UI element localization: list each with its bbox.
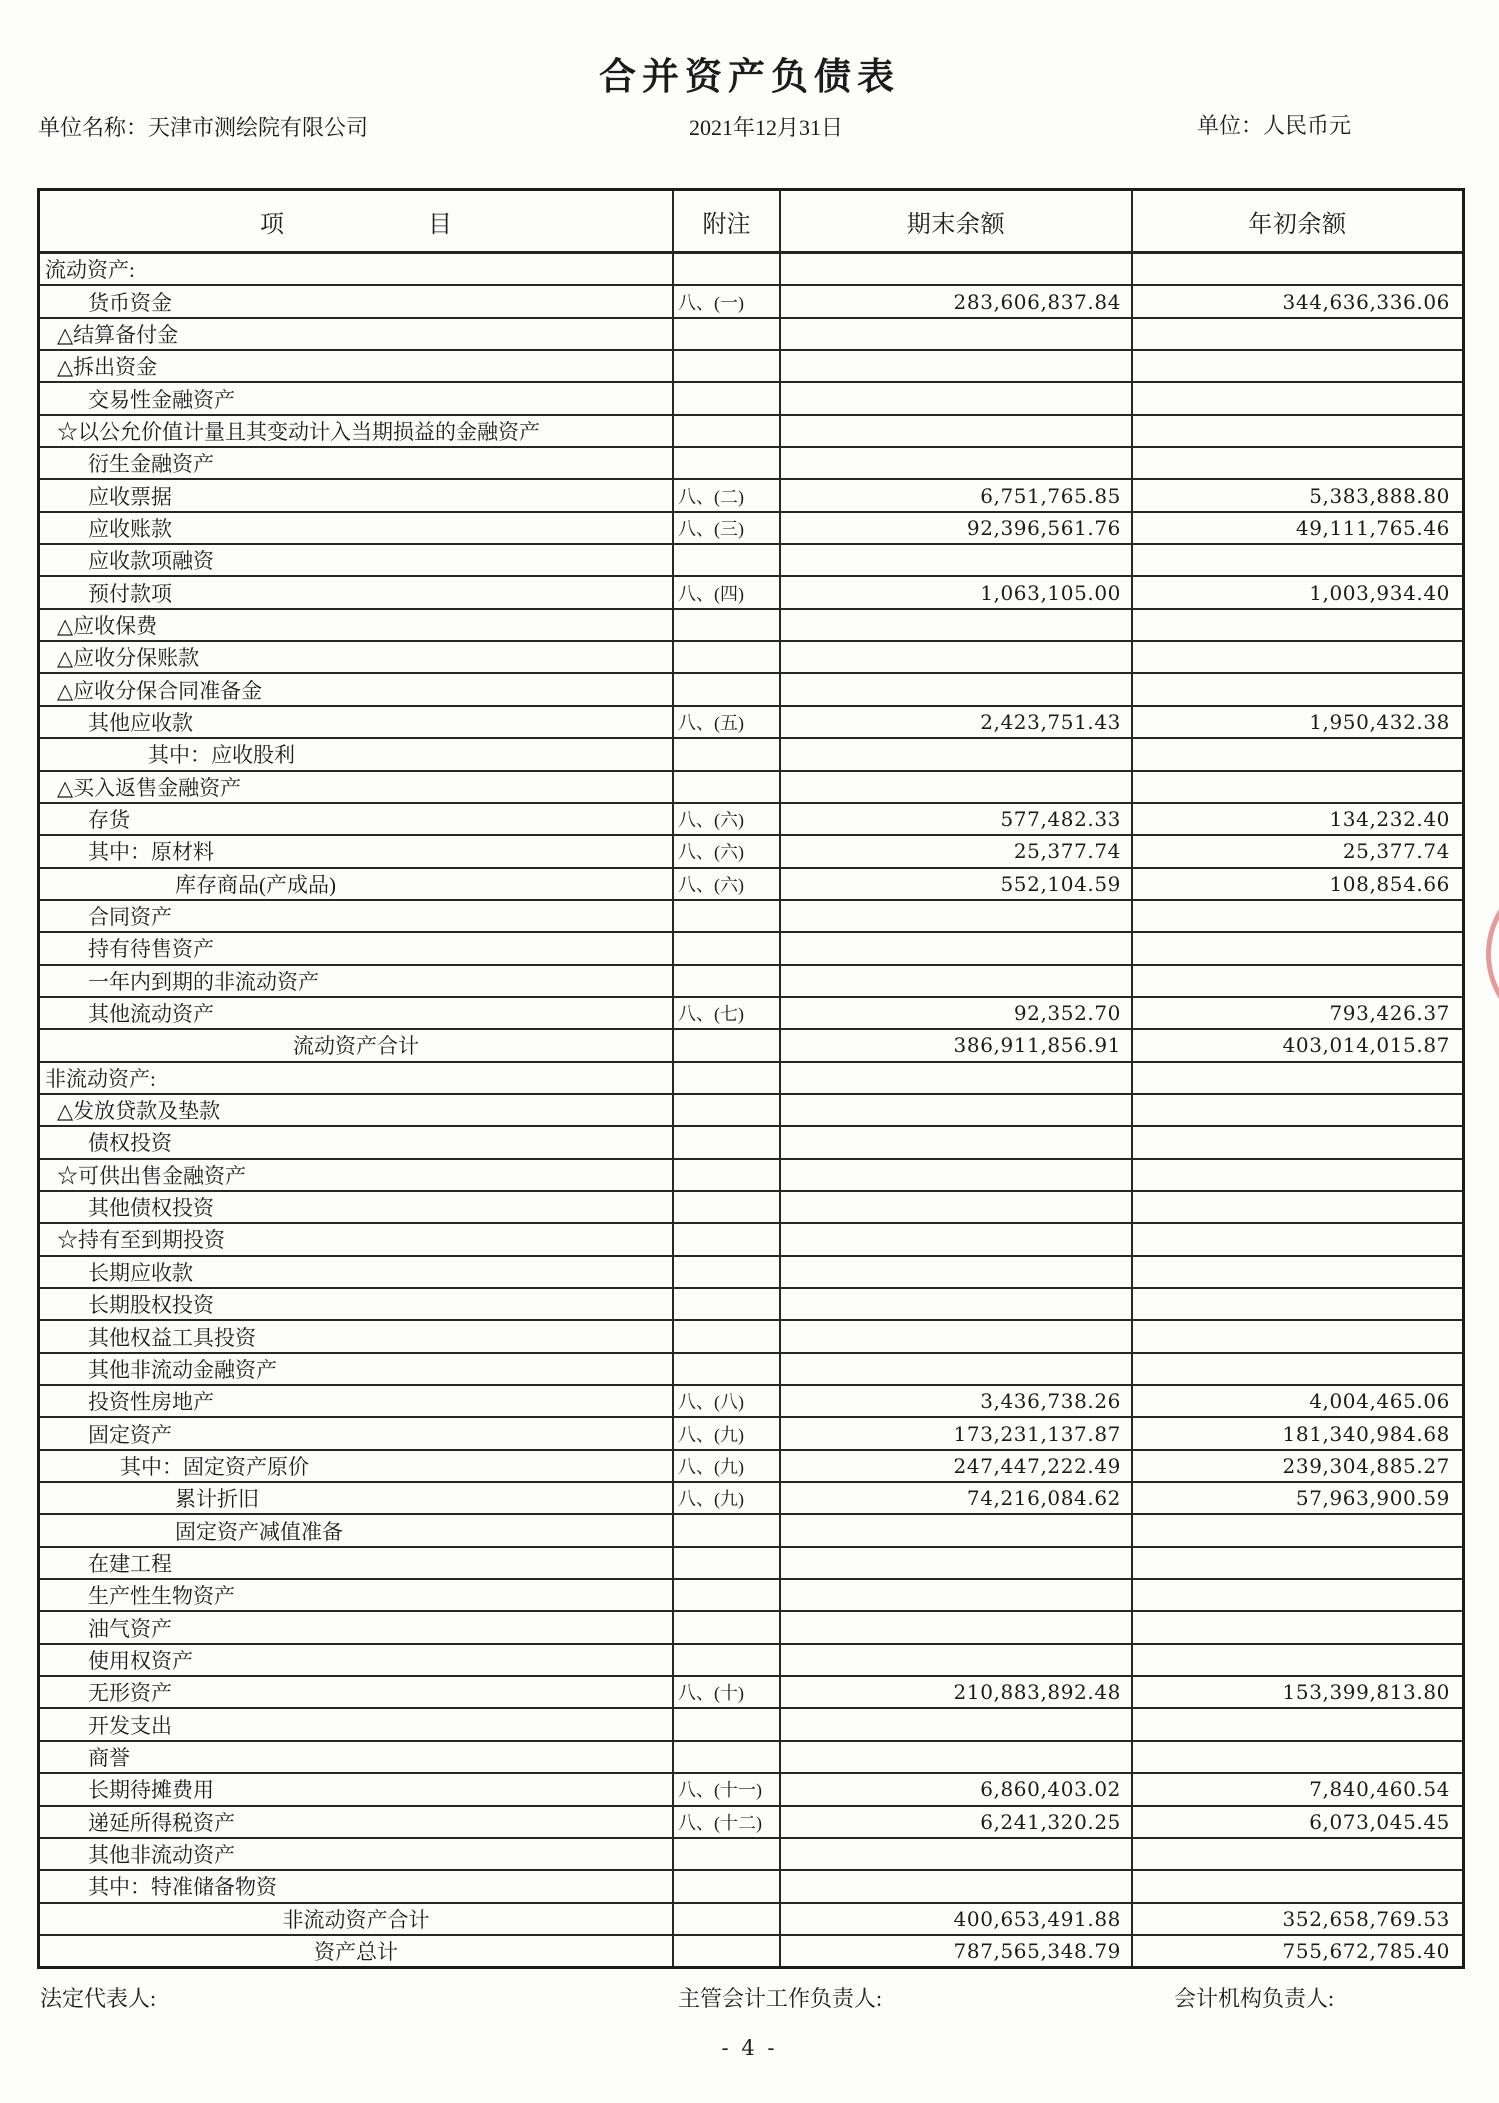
item-cell: 应收款项融资 (88, 549, 214, 574)
table-row (40, 1125, 1462, 1157)
note-cell: 八、(二) (672, 480, 779, 510)
item-cell: 投资性房地产 (88, 1390, 214, 1415)
table-row (40, 317, 1462, 349)
item-cell: 流动资产: (45, 258, 135, 283)
item-cell: ☆持有至到期投资 (57, 1228, 225, 1253)
item-cell: △拆出资金 (57, 355, 158, 380)
item-cell: 合同资产 (88, 905, 172, 930)
note-cell: 八、(一) (672, 286, 779, 316)
item-cell: 使用权资产 (88, 1648, 193, 1673)
item-cell: 长期股权投资 (88, 1293, 214, 1318)
item-cell: △应收分保合同准备金 (57, 678, 263, 703)
beginning-balance-cell: 352,658,769.53 (1131, 1904, 1462, 1934)
table-row (40, 1093, 1462, 1125)
ending-balance-cell (779, 933, 1131, 963)
beginning-balance-cell (1131, 1354, 1462, 1384)
table-row (40, 1158, 1462, 1190)
note-cell (672, 1354, 779, 1384)
item-cell: 流动资产合计 (293, 1034, 419, 1059)
note-cell: 八、(九) (672, 1418, 779, 1448)
table-row (40, 1287, 1462, 1319)
page-number: - 4 - (721, 2036, 778, 2060)
ending-balance-cell (779, 1871, 1131, 1901)
note-cell: 八、(十一) (672, 1774, 779, 1804)
beginning-balance-cell (1131, 1289, 1462, 1319)
ending-balance-cell (779, 966, 1131, 996)
note-cell: 八、(十) (672, 1677, 779, 1707)
beginning-balance-cell: 134,232.40 (1131, 804, 1462, 834)
ending-balance-cell (779, 448, 1131, 478)
beginning-balance-cell (1131, 416, 1462, 446)
item-cell: 固定资产减值准备 (175, 1519, 343, 1544)
table-row (40, 1578, 1462, 1610)
ending-balance-cell: 577,482.33 (779, 804, 1131, 834)
item-cell: 一年内到期的非流动资产 (88, 969, 319, 994)
beginning-balance-cell (1131, 1160, 1462, 1190)
ending-balance-cell: 3,436,738.26 (779, 1386, 1131, 1416)
ending-balance-cell: 552,104.59 (779, 869, 1131, 899)
beginning-balance-cell: 5,383,888.80 (1131, 480, 1462, 510)
beginning-balance-cell: 239,304,885.27 (1131, 1451, 1462, 1481)
item-cell: 库存商品(产成品) (175, 872, 336, 897)
beginning-balance-cell (1131, 383, 1462, 413)
item-cell: 递延所得税资产 (88, 1810, 235, 1835)
table-row (40, 1416, 1462, 1448)
note-cell (672, 1839, 779, 1869)
item-cell: 固定资产 (88, 1422, 172, 1447)
item-cell: △应收保费 (57, 613, 158, 638)
table-row (40, 1481, 1462, 1513)
beginning-balance-cell: 108,854.66 (1131, 869, 1462, 899)
item-cell: 其他债权投资 (88, 1196, 214, 1221)
beginning-balance-cell: 4,004,465.06 (1131, 1386, 1462, 1416)
item-cell: 开发支出 (88, 1713, 172, 1738)
item-cell: 持有待售资产 (88, 937, 214, 962)
header-item: 项 目 (260, 211, 452, 238)
table-row (40, 575, 1462, 607)
table-row (40, 1934, 1462, 1966)
item-cell: 应收票据 (88, 484, 172, 509)
accounting-head-label: 会计机构负责人: (1174, 1986, 1335, 2011)
table-row (40, 1028, 1462, 1060)
item-cell: 交易性金融资产 (88, 387, 235, 412)
item-cell: 其他权益工具投资 (88, 1325, 256, 1350)
item-cell: 存货 (88, 808, 130, 833)
table-row (40, 964, 1462, 996)
note-cell (672, 1224, 779, 1254)
table-row (40, 1513, 1462, 1545)
beginning-balance-cell (1131, 351, 1462, 381)
item-cell: 累计折旧 (175, 1487, 259, 1512)
ending-balance-cell (779, 674, 1131, 704)
beginning-balance-cell: 344,636,336.06 (1131, 286, 1462, 316)
note-cell (672, 1030, 779, 1060)
ending-balance-cell: 74,216,084.62 (779, 1483, 1131, 1513)
table-row (40, 252, 1462, 284)
ending-balance-cell (779, 1645, 1131, 1675)
table-row (40, 543, 1462, 575)
table-row (40, 1255, 1462, 1287)
beginning-balance-cell (1131, 674, 1462, 704)
table-row (40, 834, 1462, 866)
beginning-balance-cell (1131, 545, 1462, 575)
note-cell: 八、(六) (672, 804, 779, 834)
report-date: 2021年12月31日 (688, 115, 843, 140)
item-cell: 其他应收款 (88, 710, 193, 735)
ending-balance-cell (779, 1257, 1131, 1287)
ending-balance-cell (779, 383, 1131, 413)
table-row (40, 1384, 1462, 1416)
note-cell (672, 416, 779, 446)
ending-balance-cell: 210,883,892.48 (779, 1677, 1131, 1707)
note-cell (672, 966, 779, 996)
table-row (40, 1546, 1462, 1578)
table-row (40, 284, 1462, 316)
item-cell: 商誉 (88, 1745, 130, 1770)
table-row (40, 381, 1462, 413)
ending-balance-cell (779, 739, 1131, 769)
ending-balance-cell: 6,751,765.85 (779, 480, 1131, 510)
note-cell (672, 1515, 779, 1545)
table-row (40, 1675, 1462, 1707)
table-row (40, 737, 1462, 769)
beginning-balance-cell (1131, 1612, 1462, 1642)
ending-balance-cell: 400,653,491.88 (779, 1904, 1131, 1934)
item-cell: 债权投资 (88, 1131, 172, 1156)
item-cell: 其中：应收股利 (148, 743, 295, 768)
beginning-balance-cell (1131, 1645, 1462, 1675)
beginning-balance-cell (1131, 642, 1462, 672)
table-row (40, 1740, 1462, 1772)
ending-balance-cell (779, 1192, 1131, 1222)
ending-balance-cell (779, 416, 1131, 446)
note-cell (672, 1548, 779, 1578)
currency-unit: 单位：人民币元 (1196, 113, 1351, 138)
note-cell (672, 933, 779, 963)
note-cell (672, 1063, 779, 1093)
note-cell (672, 383, 779, 413)
ending-balance-cell (779, 319, 1131, 349)
red-seal-icon (1486, 864, 1499, 1044)
table-row (40, 931, 1462, 963)
legal-representative-label: 法定代表人: (40, 1986, 157, 2011)
beginning-balance-cell: 6,073,045.45 (1131, 1807, 1462, 1837)
item-cell: 其中：原材料 (88, 840, 214, 865)
header-beginning-balance: 年初余额 (1131, 191, 1462, 251)
ending-balance-cell (779, 901, 1131, 931)
beginning-balance-cell (1131, 1515, 1462, 1545)
ending-balance-cell (779, 1515, 1131, 1545)
note-cell: 八、(三) (672, 513, 779, 543)
beginning-balance-cell: 755,672,785.40 (1131, 1936, 1462, 1966)
company-name: 单位名称：天津市测绘院有限公司 (38, 115, 369, 140)
ending-balance-cell (779, 1224, 1131, 1254)
beginning-balance-cell (1131, 1127, 1462, 1157)
item-cell: △买入返售金融资产 (57, 775, 242, 800)
item-cell: △结算备付金 (57, 322, 179, 347)
header-note: 附注 (672, 191, 779, 251)
beginning-balance-cell (1131, 610, 1462, 640)
table-row (40, 867, 1462, 899)
table-row (40, 672, 1462, 704)
item-cell: 货币资金 (88, 290, 172, 315)
beginning-balance-cell: 1,950,432.38 (1131, 707, 1462, 737)
beginning-balance-cell (1131, 1257, 1462, 1287)
beginning-balance-cell (1131, 1709, 1462, 1739)
ending-balance-cell (779, 772, 1131, 802)
ending-balance-cell (779, 1127, 1131, 1157)
balance-sheet-table (37, 188, 1465, 1969)
beginning-balance-cell (1131, 1742, 1462, 1772)
note-cell (672, 901, 779, 931)
ending-balance-cell: 25,377.74 (779, 836, 1131, 866)
item-cell: 长期应收款 (88, 1260, 193, 1285)
note-cell: 八、(九) (672, 1451, 779, 1481)
table-header-row (40, 191, 1462, 252)
beginning-balance-cell (1131, 319, 1462, 349)
table-row (40, 1319, 1462, 1351)
note-cell (672, 1580, 779, 1610)
table-row (40, 1610, 1462, 1642)
ending-balance-cell (779, 610, 1131, 640)
beginning-balance-cell (1131, 448, 1462, 478)
beginning-balance-cell: 49,111,765.46 (1131, 513, 1462, 543)
note-cell (672, 1612, 779, 1642)
item-cell: 应收账款 (88, 516, 172, 541)
ending-balance-cell (779, 1580, 1131, 1610)
note-cell (672, 1321, 779, 1351)
ending-balance-cell (779, 1095, 1131, 1125)
table-row (40, 1190, 1462, 1222)
table-row (40, 1449, 1462, 1481)
note-cell (672, 545, 779, 575)
beginning-balance-cell: 25,377.74 (1131, 836, 1462, 866)
table-row (40, 478, 1462, 510)
table-row (40, 446, 1462, 478)
note-cell: 八、(十二) (672, 1807, 779, 1837)
table-row (40, 899, 1462, 931)
beginning-balance-cell (1131, 901, 1462, 931)
item-cell: 其中：固定资产原价 (120, 1454, 309, 1479)
beginning-balance-cell (1131, 1063, 1462, 1093)
table-row (40, 1707, 1462, 1739)
beginning-balance-cell (1131, 1548, 1462, 1578)
note-cell: 八、(六) (672, 836, 779, 866)
note-cell (672, 1257, 779, 1287)
item-cell: ☆可供出售金融资产 (57, 1163, 246, 1188)
note-cell (672, 448, 779, 478)
ending-balance-cell: 2,423,751.43 (779, 707, 1131, 737)
table-row (40, 640, 1462, 672)
item-cell: ☆以公允价值计量且其变动计入当期损益的金融资产 (57, 419, 540, 444)
ending-balance-cell (779, 545, 1131, 575)
note-cell (672, 351, 779, 381)
note-cell (672, 254, 779, 284)
table-row (40, 705, 1462, 737)
note-cell (672, 1709, 779, 1739)
beginning-balance-cell: 7,840,460.54 (1131, 1774, 1462, 1804)
ending-balance-cell (779, 254, 1131, 284)
beginning-balance-cell (1131, 1580, 1462, 1610)
ending-balance-cell (779, 1063, 1131, 1093)
note-cell: 八、(八) (672, 1386, 779, 1416)
ending-balance-cell (779, 1321, 1131, 1351)
note-cell (672, 1095, 779, 1125)
table-row (40, 1805, 1462, 1837)
ending-balance-cell (779, 642, 1131, 672)
ending-balance-cell: 173,231,137.87 (779, 1418, 1131, 1448)
beginning-balance-cell (1131, 1839, 1462, 1869)
item-cell: 其他流动资产 (88, 1002, 214, 1027)
table-row (40, 802, 1462, 834)
table-row (40, 1352, 1462, 1384)
note-cell (672, 1192, 779, 1222)
ending-balance-cell: 92,352.70 (779, 998, 1131, 1028)
note-cell (672, 319, 779, 349)
ending-balance-cell (779, 1289, 1131, 1319)
beginning-balance-cell: 181,340,984.68 (1131, 1418, 1462, 1448)
item-cell: △应收分保账款 (57, 646, 200, 671)
beginning-balance-cell: 793,426.37 (1131, 998, 1462, 1028)
table-row (40, 349, 1462, 381)
ending-balance-cell: 6,860,403.02 (779, 1774, 1131, 1804)
note-cell: 八、(七) (672, 998, 779, 1028)
beginning-balance-cell (1131, 1095, 1462, 1125)
ending-balance-cell (779, 1709, 1131, 1739)
beginning-balance-cell (1131, 966, 1462, 996)
note-cell: 八、(九) (672, 1483, 779, 1513)
ending-balance-cell: 787,565,348.79 (779, 1936, 1131, 1966)
beginning-balance-cell (1131, 1321, 1462, 1351)
note-cell (672, 1904, 779, 1934)
note-cell (672, 610, 779, 640)
note-cell: 八、(六) (672, 869, 779, 899)
table-row (40, 608, 1462, 640)
table-row (40, 1222, 1462, 1254)
ending-balance-cell (779, 1839, 1131, 1869)
item-cell: 非流动资产合计 (282, 1907, 430, 1932)
note-cell (672, 1645, 779, 1675)
page-title: 合并资产负债表 (599, 57, 900, 98)
note-cell (672, 1742, 779, 1772)
item-cell: 衍生金融资产 (88, 452, 214, 477)
note-cell: 八、(五) (672, 707, 779, 737)
beginning-balance-cell (1131, 772, 1462, 802)
item-cell: 无形资产 (88, 1681, 172, 1706)
note-cell (672, 1289, 779, 1319)
note-cell (672, 1871, 779, 1901)
beginning-balance-cell: 1,003,934.40 (1131, 577, 1462, 607)
item-cell: 长期待摊费用 (88, 1778, 214, 1803)
ending-balance-cell (779, 1354, 1131, 1384)
table-row (40, 770, 1462, 802)
item-cell: 油气资产 (88, 1616, 172, 1641)
table-row (40, 996, 1462, 1028)
beginning-balance-cell: 153,399,813.80 (1131, 1677, 1462, 1707)
ending-balance-cell (779, 1160, 1131, 1190)
note-cell: 八、(四) (672, 577, 779, 607)
beginning-balance-cell (1131, 1871, 1462, 1901)
item-cell: 生产性生物资产 (88, 1584, 235, 1609)
ending-balance-cell: 247,447,222.49 (779, 1451, 1131, 1481)
beginning-balance-cell (1131, 254, 1462, 284)
ending-balance-cell (779, 1612, 1131, 1642)
ending-balance-cell (779, 1548, 1131, 1578)
item-cell: 非流动资产: (45, 1066, 156, 1091)
beginning-balance-cell: 57,963,900.59 (1131, 1483, 1462, 1513)
beginning-balance-cell (1131, 739, 1462, 769)
table-row (40, 1061, 1462, 1093)
note-cell (672, 1936, 779, 1966)
ending-balance-cell (779, 351, 1131, 381)
note-cell (672, 642, 779, 672)
item-cell: 预付款项 (88, 581, 172, 606)
beginning-balance-cell (1131, 1224, 1462, 1254)
note-cell (672, 1127, 779, 1157)
table-row (40, 1869, 1462, 1901)
table-row (40, 1902, 1462, 1934)
item-cell: 在建工程 (88, 1551, 172, 1576)
table-row (40, 1643, 1462, 1675)
item-cell: 其他非流动资产 (88, 1843, 235, 1868)
item-cell: 资产总计 (314, 1940, 398, 1965)
ending-balance-cell (779, 1742, 1131, 1772)
table-row (40, 1772, 1462, 1804)
ending-balance-cell: 92,396,561.76 (779, 513, 1131, 543)
note-cell (672, 1160, 779, 1190)
beginning-balance-cell (1131, 933, 1462, 963)
item-cell: 其中：特准储备物资 (88, 1875, 277, 1900)
ending-balance-cell: 283,606,837.84 (779, 286, 1131, 316)
table-row (40, 1837, 1462, 1869)
table-row (40, 511, 1462, 543)
item-cell: 其他非流动金融资产 (88, 1357, 277, 1382)
chief-accountant-label: 主管会计工作负责人: (678, 1986, 883, 2011)
beginning-balance-cell (1131, 1192, 1462, 1222)
header-ending-balance: 期末余额 (779, 191, 1131, 251)
ending-balance-cell: 1,063,105.00 (779, 577, 1131, 607)
note-cell (672, 674, 779, 704)
item-cell: △发放贷款及垫款 (57, 1099, 221, 1124)
ending-balance-cell: 386,911,856.91 (779, 1030, 1131, 1060)
table-row (40, 414, 1462, 446)
ending-balance-cell: 6,241,320.25 (779, 1807, 1131, 1837)
note-cell (672, 772, 779, 802)
note-cell (672, 739, 779, 769)
beginning-balance-cell: 403,014,015.87 (1131, 1030, 1462, 1060)
